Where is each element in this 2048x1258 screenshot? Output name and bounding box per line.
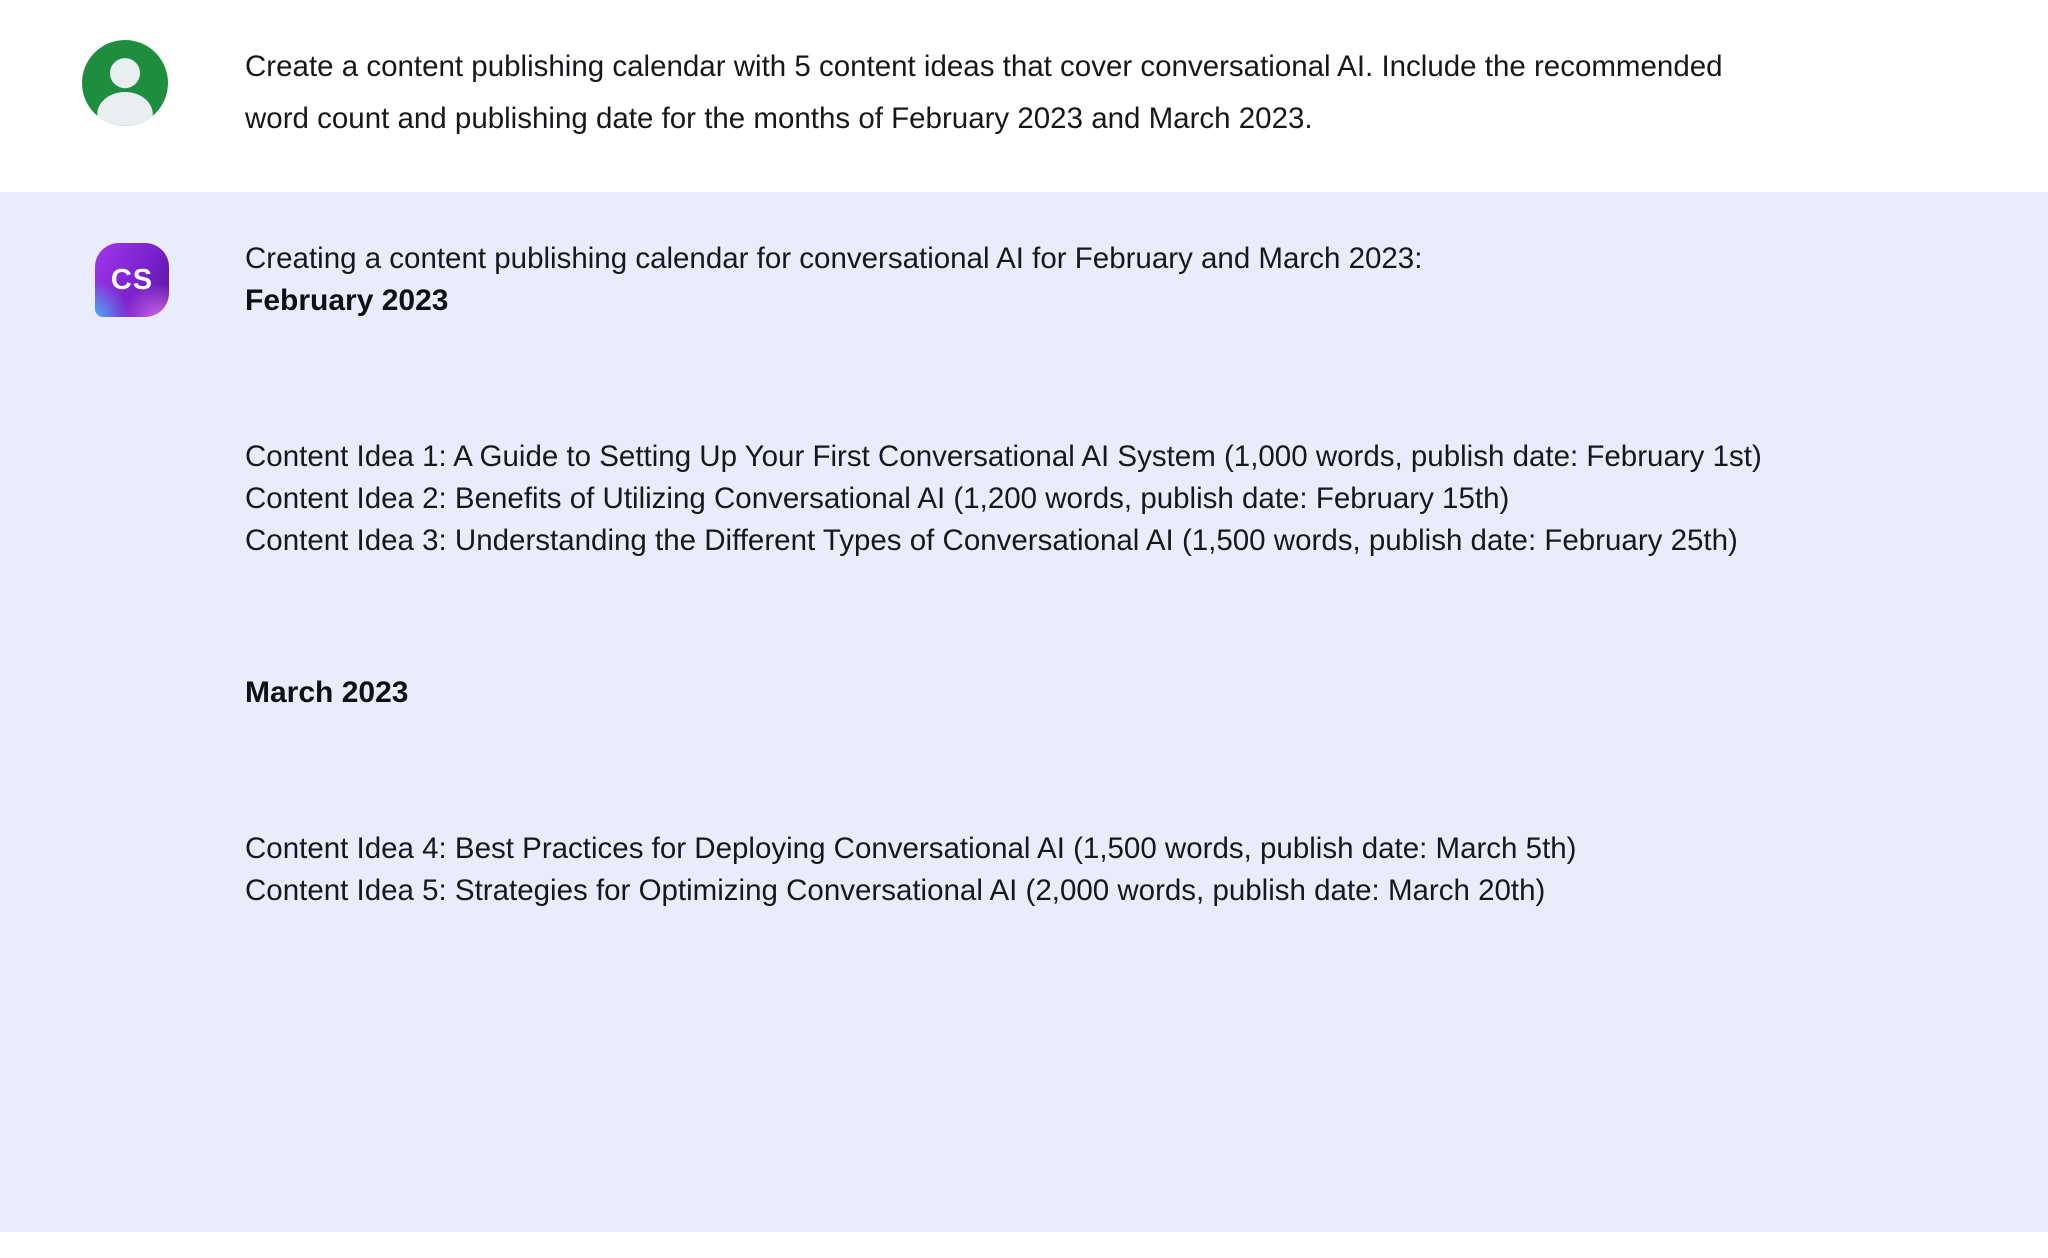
content-idea-3: Content Idea 3: Understanding the Different Types of Conversational AI (1,500 words, publish date: February 25th) bbox=[245, 524, 1738, 557]
content-idea-1: Content Idea 1: A Guide to Setting Up Your First Conversational AI System (1,000 words, publish date: February 1st) bbox=[245, 440, 1762, 473]
section-heading-february: February 2023 bbox=[245, 284, 449, 317]
content-idea-2: Content Idea 2: Benefits of Utilizing Conversational AI (1,200 words, publish date: February 15th) bbox=[245, 482, 1510, 515]
section-heading-march: March 2023 bbox=[245, 676, 409, 709]
assistant-avatar-label: CS bbox=[110, 263, 154, 296]
user-message-row bbox=[0, 0, 2048, 192]
content-idea-4: Content Idea 4: Best Practices for Deploying Conversational AI (1,500 words, publish date: March 5th) bbox=[245, 832, 1577, 865]
chatsonic-logo-icon bbox=[95, 243, 169, 317]
assistant-intro: Creating a content publishing calendar for conversational AI for February and March 2023: bbox=[245, 242, 1423, 275]
user-message-line: Create a content publishing calendar with 5 content ideas that cover conversational AI. Include the recommended bbox=[245, 50, 1723, 83]
user-message-text bbox=[245, 40, 1723, 145]
user-message-line: word count and publishing date for the months of February 2023 and March 2023. bbox=[245, 102, 1313, 135]
assistant-message-panel bbox=[0, 192, 2048, 1232]
content-idea-5: Content Idea 5: Strategies for Optimizing Conversational AI (2,000 words, publish date: March 20th) bbox=[245, 874, 1546, 907]
assistant-avatar bbox=[95, 243, 169, 317]
assistant-message-text bbox=[245, 192, 1762, 912]
user-avatar-icon bbox=[82, 40, 168, 126]
